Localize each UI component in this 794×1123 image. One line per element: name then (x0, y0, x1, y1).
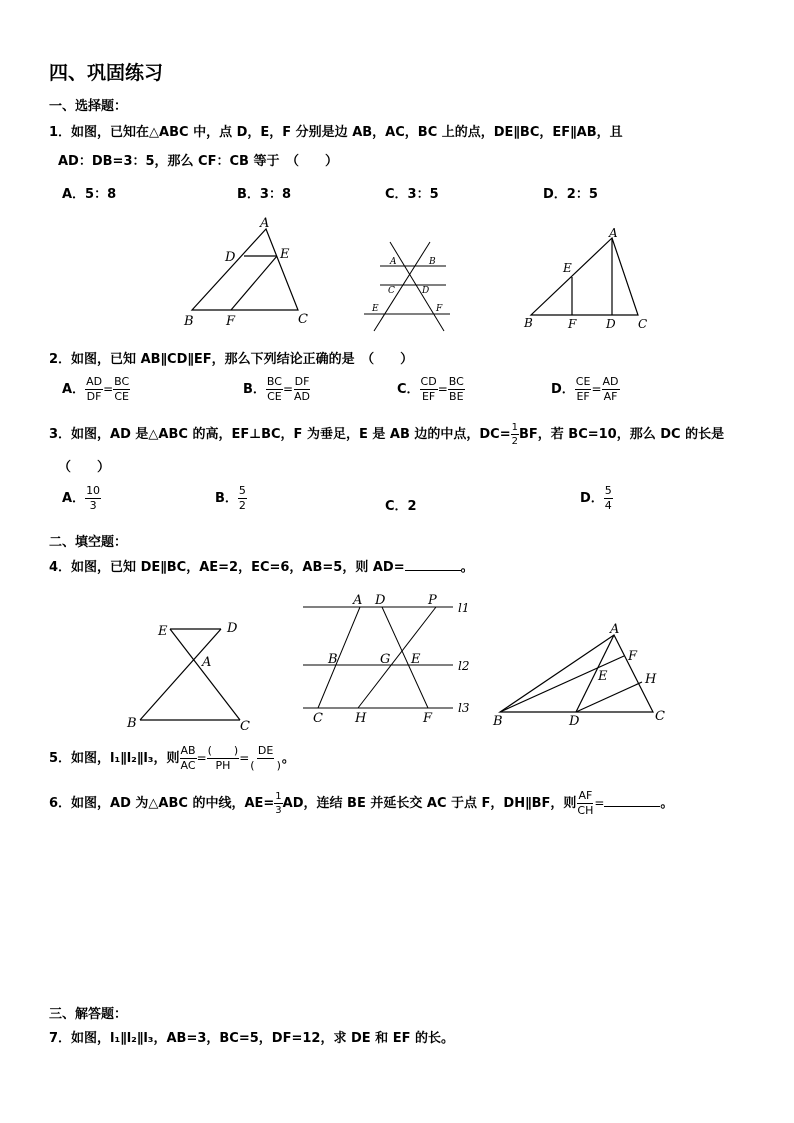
fig3-label-e: E (563, 261, 572, 275)
question-1-line-2: AD：DB=3：5，那么 CF：CB 等于 （ ） (58, 154, 338, 169)
fig6-label-a: A (610, 622, 620, 637)
fig2-label-d: D (422, 286, 430, 296)
fig1-label-c: C (298, 312, 308, 327)
fig4-label-d: D (227, 621, 238, 636)
fraction: $\frac{AF}{CH}$ (577, 789, 594, 817)
section-choice-heading: 一、选择题： (49, 99, 128, 114)
fraction-blank[interactable]: $\frac{( )}{PH}$ (207, 744, 239, 772)
fig6-label-d: D (569, 714, 580, 729)
question-6-text-b: AD，连结 BE 并延长交 AC 于点 F，DH∥BF，则 (282, 796, 577, 811)
fig5-label-h: H (355, 711, 367, 726)
fraction: $\frac{DF}{AD}$ (294, 375, 311, 403)
fig5-label-l3: l3 (458, 701, 470, 715)
fraction-third: $\frac{1}{3}$ (275, 791, 282, 816)
fig3-label-b: B (524, 316, 533, 330)
fraction-half: $\frac{1}{2}$ (511, 422, 518, 447)
question-6-text (49, 790, 673, 817)
equals-sign: = (103, 382, 114, 396)
question-5-text-body: 5．如图，l₁∥l₂∥l₃，则 (49, 751, 180, 766)
fig2-label-e: E (372, 304, 379, 314)
option-label: A． (62, 382, 86, 397)
fraction: $\frac{5}{2}$ (238, 484, 246, 512)
question-5-text (49, 745, 295, 772)
fraction: $\frac{BC}{CE}$ (114, 375, 130, 403)
fig2-label-c: C (388, 286, 395, 296)
fig5-label-d: D (375, 593, 386, 608)
question-1-option-c[interactable]: C．3：5 (385, 187, 439, 202)
fig5-label-c: C (313, 711, 323, 726)
fraction: $\frac{CD}{EF}$ (420, 375, 437, 403)
fraction-blank[interactable]: $\frac{DE}{( )}$ (250, 744, 281, 772)
figure-5-three-parallels (298, 590, 478, 726)
fig5-label-f: F (423, 711, 433, 726)
fig6-label-h: H (645, 672, 657, 687)
section-answer-heading: 三、解答题： (49, 1007, 128, 1022)
fig6-label-b: B (493, 714, 503, 729)
question-2-option-b[interactable] (243, 376, 311, 403)
question-2-option-c[interactable] (397, 376, 465, 403)
fig2-label-a: A (390, 257, 397, 267)
fig1-label-b: B (184, 314, 194, 329)
fraction: $\frac{AD}{AF}$ (602, 375, 619, 403)
question-3-text-a: 3．如图，AD 是△ABC 的高，EF⊥BC，F 为垂足，E 是 AB 边的中点，DC= (49, 427, 511, 442)
equals-sign: = (196, 751, 207, 765)
option-label: B． (243, 382, 266, 397)
fig5-label-a: A (353, 593, 363, 608)
fraction: $\frac{CE}{EF}$ (575, 375, 591, 403)
fig5-label-p: P (428, 593, 437, 608)
question-1-option-a[interactable]: A．5：8 (62, 187, 117, 202)
question-2-option-a[interactable] (62, 376, 130, 403)
option-label: D． (580, 491, 604, 506)
page-title: 四、巩固练习 (49, 62, 164, 84)
fig5-label-l1: l1 (458, 601, 470, 615)
fraction: $\frac{BC}{CE}$ (266, 375, 282, 403)
fig3-label-a: A (609, 226, 618, 240)
question-7-text: 7．如图，l₁∥l₂∥l₃，AB=3，BC=5，DF=12，求 DE 和 EF 的长。 (49, 1031, 454, 1046)
question-3-text-b: BF，若 BC=10，那么 DC 的长是 (518, 427, 725, 442)
figure-3-triangle-altitude (518, 225, 658, 333)
option-label: D． (551, 382, 575, 397)
question-6-text-a: 6．如图，AD 为△ABC 的中线，AE= (49, 796, 275, 811)
fig6-label-f: F (628, 649, 638, 664)
fraction: $\frac{AD}{DF}$ (86, 375, 103, 403)
equals-sign: = (591, 382, 602, 396)
fig3-label-d: D (606, 317, 616, 331)
question-2-option-d[interactable] (551, 376, 620, 403)
section-fill-heading: 二、填空题： (49, 535, 128, 550)
fig1-label-f: F (226, 314, 236, 329)
figure-2-parallel-lines (360, 240, 455, 332)
period: 。 (660, 796, 674, 811)
option-label: B． (215, 491, 238, 506)
option-label: C． (397, 382, 420, 397)
question-1-line-1: 1．如图，已知在△ABC 中，点 D，E，F 分别是边 AB，AC，BC 上的点，DE∥BC，EF∥AB，且 (49, 125, 623, 140)
fig6-label-c: C (655, 709, 665, 724)
question-2-text: 2．如图，已知 AB∥CD∥EF，那么下列结论正确的是 （ ） (49, 352, 414, 367)
figure-1-triangle (178, 212, 318, 330)
question-3-option-d[interactable] (580, 485, 613, 512)
fig3-label-f: F (568, 317, 577, 331)
fraction: $\frac{10}{3}$ (86, 484, 101, 512)
figure-6-triangle-median (488, 620, 678, 732)
fig2-label-f: F (436, 304, 443, 314)
answer-blank[interactable] (604, 794, 660, 807)
period: 。 (281, 751, 295, 766)
period: 。 (460, 560, 474, 575)
question-4-text-body: 4．如图，已知 DE∥BC，AE=2，EC=6，AB=5，则 AD= (49, 560, 405, 575)
fraction: $\frac{5}{4}$ (604, 484, 612, 512)
fig4-label-b: B (127, 716, 137, 731)
fig2-label-b: B (429, 257, 436, 267)
question-4-text (49, 558, 474, 577)
fig5-label-e: E (411, 652, 421, 667)
question-3-option-b[interactable] (215, 485, 247, 512)
fig1-label-a: A (260, 216, 270, 231)
fig4-label-e: E (158, 624, 168, 639)
question-1-option-d[interactable]: D．2：5 (543, 187, 598, 202)
question-3-text (49, 422, 724, 447)
question-3-option-a[interactable] (62, 485, 101, 512)
fig6-label-e: E (598, 669, 608, 684)
fig4-label-a: A (202, 655, 212, 670)
fraction: $\frac{BC}{BE}$ (448, 375, 464, 403)
equals-sign: = (239, 751, 250, 765)
fraction: $\frac{AB}{AC}$ (180, 744, 196, 772)
equals-sign: = (437, 382, 448, 396)
fig3-label-c: C (638, 317, 648, 331)
fig5-label-l2: l2 (458, 659, 470, 673)
fig4-label-c: C (240, 719, 250, 734)
equals-sign: = (282, 382, 294, 396)
question-1-option-b[interactable]: B．3：8 (237, 187, 291, 202)
answer-blank[interactable] (405, 558, 461, 571)
option-label: A． (62, 491, 86, 506)
figure-4-hourglass (122, 615, 262, 735)
fig5-label-b: B (328, 652, 338, 667)
question-3-bracket: （ ） (58, 460, 111, 475)
question-3-option-c[interactable]: C．2 (385, 499, 417, 514)
fig5-label-g: G (380, 652, 391, 667)
fig1-label-e: E (280, 247, 290, 262)
fig1-label-d: D (225, 250, 236, 265)
equals-sign: = (594, 796, 605, 810)
